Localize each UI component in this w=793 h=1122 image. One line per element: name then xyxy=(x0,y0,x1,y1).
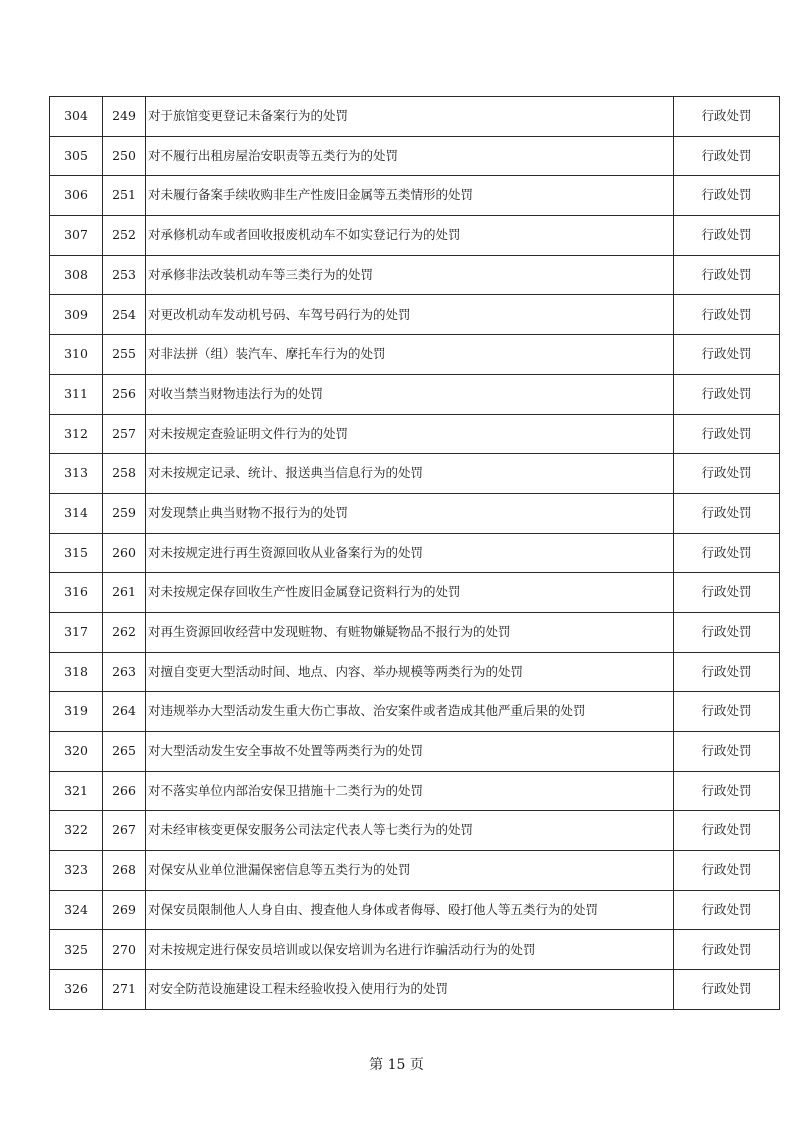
row-name-cell: 对擅自变更大型活动时间、地点、内容、举办规模等两类行为的处罚 xyxy=(146,652,674,692)
table-row xyxy=(50,771,780,811)
table-row xyxy=(50,216,780,256)
row-seq-cell: 313 xyxy=(50,454,103,494)
table-row xyxy=(50,612,780,652)
table-row xyxy=(50,970,780,1010)
row-name-cell: 对再生资源回收经营中发现赃物、有赃物嫌疑物品不报行为的处罚 xyxy=(146,612,674,652)
row-id-cell: 253 xyxy=(103,255,146,295)
row-name-cell: 对安全防范设施建设工程未经验收投入使用行为的处罚 xyxy=(146,970,674,1010)
row-seq-cell: 319 xyxy=(50,692,103,732)
row-name-cell: 对保安从业单位泄漏保密信息等五类行为的处罚 xyxy=(146,851,674,891)
row-id-cell: 254 xyxy=(103,295,146,335)
row-seq-cell: 321 xyxy=(50,771,103,811)
row-type-cell: 行政处罚 xyxy=(674,136,780,176)
row-seq-cell: 310 xyxy=(50,335,103,375)
page-number: 第 15 页 xyxy=(369,1057,424,1073)
row-type-cell: 行政处罚 xyxy=(674,970,780,1010)
row-seq-cell: 311 xyxy=(50,374,103,414)
row-name-cell: 对收当禁当财物违法行为的处罚 xyxy=(146,374,674,414)
row-name-cell: 对不履行出租房屋治安职责等五类行为的处罚 xyxy=(146,136,674,176)
row-id-cell: 261 xyxy=(103,573,146,613)
row-name-cell: 对承修非法改装机动车等三类行为的处罚 xyxy=(146,255,674,295)
row-name-cell: 对大型活动发生安全事故不处置等两类行为的处罚 xyxy=(146,732,674,772)
row-name-cell: 对违规举办大型活动发生重大伤亡事故、治安案件或者造成其他严重后果的处罚 xyxy=(146,692,674,732)
row-id-cell: 251 xyxy=(103,176,146,216)
table-row xyxy=(50,414,780,454)
row-type-cell: 行政处罚 xyxy=(674,295,780,335)
row-id-cell: 266 xyxy=(103,771,146,811)
row-type-cell: 行政处罚 xyxy=(674,493,780,533)
row-type-cell: 行政处罚 xyxy=(674,374,780,414)
row-type-cell: 行政处罚 xyxy=(674,732,780,772)
row-seq-cell: 316 xyxy=(50,573,103,613)
row-id-cell: 260 xyxy=(103,533,146,573)
row-type-cell: 行政处罚 xyxy=(674,851,780,891)
row-name-cell: 对未履行备案手续收购非生产性废旧金属等五类情形的处罚 xyxy=(146,176,674,216)
row-id-cell: 263 xyxy=(103,652,146,692)
row-type-cell: 行政处罚 xyxy=(674,890,780,930)
penalty-items-table xyxy=(49,96,780,1010)
row-name-cell: 对承修机动车或者回收报废机动车不如实登记行为的处罚 xyxy=(146,216,674,256)
table-row xyxy=(50,890,780,930)
table-row xyxy=(50,732,780,772)
table-row xyxy=(50,652,780,692)
table-body xyxy=(50,97,780,1010)
table-row xyxy=(50,533,780,573)
row-seq-cell: 325 xyxy=(50,930,103,970)
row-seq-cell: 320 xyxy=(50,732,103,772)
row-seq-cell: 324 xyxy=(50,890,103,930)
table-row xyxy=(50,176,780,216)
row-name-cell: 对发现禁止典当财物不报行为的处罚 xyxy=(146,493,674,533)
row-seq-cell: 314 xyxy=(50,493,103,533)
row-name-cell: 对于旅馆变更登记未备案行为的处罚 xyxy=(146,97,674,137)
row-id-cell: 252 xyxy=(103,216,146,256)
row-type-cell: 行政处罚 xyxy=(674,930,780,970)
row-type-cell: 行政处罚 xyxy=(674,176,780,216)
table-row xyxy=(50,930,780,970)
row-name-cell: 对未按规定查验证明文件行为的处罚 xyxy=(146,414,674,454)
row-name-cell: 对非法拼（组）装汽车、摩托车行为的处罚 xyxy=(146,335,674,375)
row-name-cell: 对未按规定进行保安员培训或以保安培训为名进行诈骗活动行为的处罚 xyxy=(146,930,674,970)
row-id-cell: 256 xyxy=(103,374,146,414)
row-seq-cell: 308 xyxy=(50,255,103,295)
row-type-cell: 行政处罚 xyxy=(674,454,780,494)
row-id-cell: 268 xyxy=(103,851,146,891)
row-seq-cell: 305 xyxy=(50,136,103,176)
row-type-cell: 行政处罚 xyxy=(674,255,780,295)
row-id-cell: 262 xyxy=(103,612,146,652)
row-id-cell: 249 xyxy=(103,97,146,137)
row-seq-cell: 315 xyxy=(50,533,103,573)
row-type-cell: 行政处罚 xyxy=(674,811,780,851)
row-seq-cell: 309 xyxy=(50,295,103,335)
table-row xyxy=(50,374,780,414)
row-id-cell: 255 xyxy=(103,335,146,375)
row-name-cell: 对未按规定保存回收生产性废旧金属登记资料行为的处罚 xyxy=(146,573,674,613)
row-seq-cell: 307 xyxy=(50,216,103,256)
row-name-cell: 对未按规定进行再生资源回收从业备案行为的处罚 xyxy=(146,533,674,573)
row-seq-cell: 317 xyxy=(50,612,103,652)
row-id-cell: 265 xyxy=(103,732,146,772)
table-row xyxy=(50,255,780,295)
row-id-cell: 258 xyxy=(103,454,146,494)
table-row xyxy=(50,493,780,533)
table-row xyxy=(50,811,780,851)
row-id-cell: 264 xyxy=(103,692,146,732)
row-name-cell: 对未经审核变更保安服务公司法定代表人等七类行为的处罚 xyxy=(146,811,674,851)
table-row xyxy=(50,335,780,375)
row-id-cell: 257 xyxy=(103,414,146,454)
table-row xyxy=(50,295,780,335)
table-row xyxy=(50,692,780,732)
table-row xyxy=(50,136,780,176)
row-type-cell: 行政处罚 xyxy=(674,612,780,652)
row-seq-cell: 312 xyxy=(50,414,103,454)
table-row xyxy=(50,573,780,613)
row-id-cell: 271 xyxy=(103,970,146,1010)
row-type-cell: 行政处罚 xyxy=(674,216,780,256)
table-row xyxy=(50,851,780,891)
row-seq-cell: 304 xyxy=(50,97,103,137)
row-seq-cell: 326 xyxy=(50,970,103,1010)
row-seq-cell: 318 xyxy=(50,652,103,692)
row-id-cell: 267 xyxy=(103,811,146,851)
row-name-cell: 对更改机动车发动机号码、车驾号码行为的处罚 xyxy=(146,295,674,335)
row-seq-cell: 306 xyxy=(50,176,103,216)
row-type-cell: 行政处罚 xyxy=(674,335,780,375)
row-type-cell: 行政处罚 xyxy=(674,573,780,613)
row-name-cell: 对未按规定记录、统计、报送典当信息行为的处罚 xyxy=(146,454,674,494)
row-type-cell: 行政处罚 xyxy=(674,533,780,573)
row-seq-cell: 322 xyxy=(50,811,103,851)
row-id-cell: 269 xyxy=(103,890,146,930)
row-type-cell: 行政处罚 xyxy=(674,652,780,692)
row-name-cell: 对不落实单位内部治安保卫措施十二类行为的处罚 xyxy=(146,771,674,811)
row-type-cell: 行政处罚 xyxy=(674,97,780,137)
table-row xyxy=(50,454,780,494)
row-name-cell: 对保安员限制他人人身自由、搜查他人身体或者侮辱、殴打他人等五类行为的处罚 xyxy=(146,890,674,930)
row-id-cell: 250 xyxy=(103,136,146,176)
row-seq-cell: 323 xyxy=(50,851,103,891)
row-id-cell: 259 xyxy=(103,493,146,533)
row-type-cell: 行政处罚 xyxy=(674,692,780,732)
row-type-cell: 行政处罚 xyxy=(674,414,780,454)
row-type-cell: 行政处罚 xyxy=(674,771,780,811)
table-row xyxy=(50,97,780,137)
row-id-cell: 270 xyxy=(103,930,146,970)
